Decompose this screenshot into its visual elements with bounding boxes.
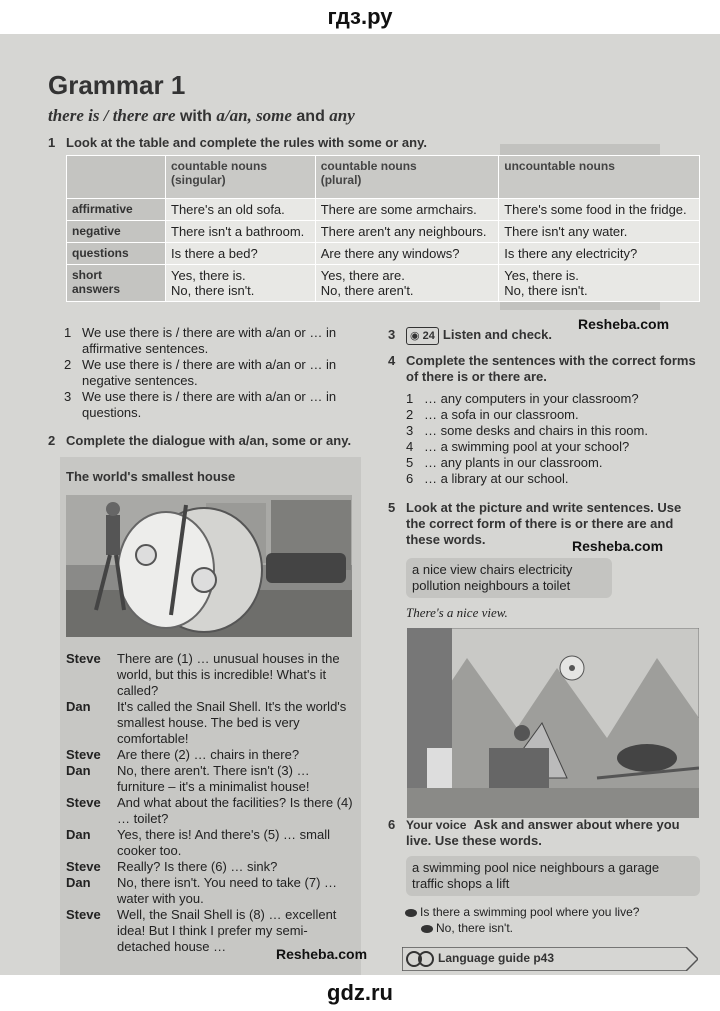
list-item: 2 We use there is / there are with a/an or … in negative sentences. — [64, 357, 337, 388]
list-item: 1 … any computers in your classroom? — [406, 391, 639, 406]
list-item: 6 … a library at our school. — [406, 471, 569, 486]
task-5-instruction: 5 Look at the picture and write sentences. Use the correct form of there is or there are and these words. — [388, 500, 682, 547]
dialogue-line: Steve Well, the Snail Shell is (8) … excellent idea! But I think I prefer my semi-detached house … — [66, 907, 337, 954]
table-row: negative There isn't a bathroom. There aren't any neighbours. There isn't any water. — [67, 221, 700, 243]
word-box-6: a swimming pool nice neighbours a garage traffic shops a lift — [406, 856, 700, 896]
list-item: 1 We use there is / there are with a/an or … in affirmative sentences. — [64, 325, 337, 356]
watermark: Resheba.com — [276, 946, 368, 962]
dialogue-line: Dan It's called the Snail Shell. It's the world's smallest house. The bed is very comfortable! — [66, 699, 347, 746]
site-header: гдз.ру — [0, 0, 720, 34]
speech-bubble-icon — [405, 909, 417, 917]
dialogue-panel — [60, 457, 361, 979]
list-item: 5 … any plants in our classroom. — [406, 455, 603, 470]
example-conversation: Is there a swimming pool where you live? No, there isn't. — [405, 904, 639, 936]
page-title: Grammar 1 — [48, 70, 186, 100]
table-header: uncountable nouns — [499, 156, 700, 199]
task-1-instruction: 1 Look at the table and complete the rules with some or any. — [48, 135, 427, 150]
table-row: affirmative There's an old sofa. There are some armchairs. There's some food in the fridge. — [67, 199, 700, 221]
cartoon-picture — [407, 628, 699, 818]
grammar-table — [66, 155, 700, 302]
list-item: 3 … some desks and chairs in this room. — [406, 423, 648, 438]
speech-bubble-icon — [421, 925, 433, 933]
table-row: questions Is there a bed? Are there any windows? Is there any electricity? — [67, 243, 700, 265]
table-header-row — [67, 156, 700, 199]
list-item: 2 … a sofa in our classroom. — [406, 407, 579, 422]
task-4-list — [406, 391, 702, 487]
audio-track-icon[interactable]: ◉ 24 — [406, 327, 439, 345]
dialogue-line: Steve Are there (2) … chairs in there? — [66, 747, 300, 762]
task-4-instruction: 4 Complete the sentences with the correct forms of there is or there are. — [388, 353, 696, 384]
grammar-subtitle: there is / there are with a/an, some and any — [48, 106, 355, 125]
task-3-instruction: 3 ◉ 24 Listen and check. — [406, 327, 586, 345]
word-box-5: a nice view chairs electricity pollution neighbours a toilet — [406, 558, 612, 598]
dialogue-line: Steve And what about the facilities? Is there (4) … toilet? — [66, 795, 353, 826]
task-6-instruction: 6 Your voice Ask and answer about where you live. Use these words. — [388, 817, 680, 848]
watermark: Resheba.com — [578, 316, 670, 332]
textbook-page — [0, 34, 720, 975]
dialogue-line: Steve Really? Is there (6) … sink? — [66, 859, 278, 874]
table-header: countable nouns (singular) — [166, 156, 316, 199]
dialogue-line: Steve There are (1) … unusual houses in the world, but this is incredible! What's it called? — [66, 651, 340, 698]
photo-title: The world's smallest house — [66, 469, 236, 484]
site-footer: gdz.ru — [0, 975, 720, 1011]
dialogue-line: Dan No, there aren't. There isn't (3) … furniture – it's a minimalist house! — [66, 763, 310, 794]
watermark: Resheba.com — [572, 538, 664, 554]
table-header: countable nouns (plural) — [315, 156, 499, 199]
table-row: short answers Yes, there is. No, there isn't. Yes, there are. No, there aren't. Yes, there is. No, there isn't. — [67, 265, 700, 302]
rules-list — [64, 325, 364, 421]
dialogue-line: Dan No, there isn't. You need to take (7) … water with you. — [66, 875, 338, 906]
list-item: 4 … a swimming pool at your school? — [406, 439, 630, 454]
dialogue-line: Dan Yes, there is! And there's (5) … small cooker too. — [66, 827, 330, 858]
task-2-instruction: 2 Complete the dialogue with a/an, some or any. — [48, 433, 352, 448]
dialogue — [66, 651, 356, 955]
example-sentence: There's a nice view. — [406, 605, 508, 620]
language-guide-link[interactable]: Language guide p43 — [402, 947, 698, 971]
list-item: 3 We use there is / there are with a/an or … in questions. — [64, 389, 337, 420]
snail-shell-house-photo — [66, 495, 352, 637]
